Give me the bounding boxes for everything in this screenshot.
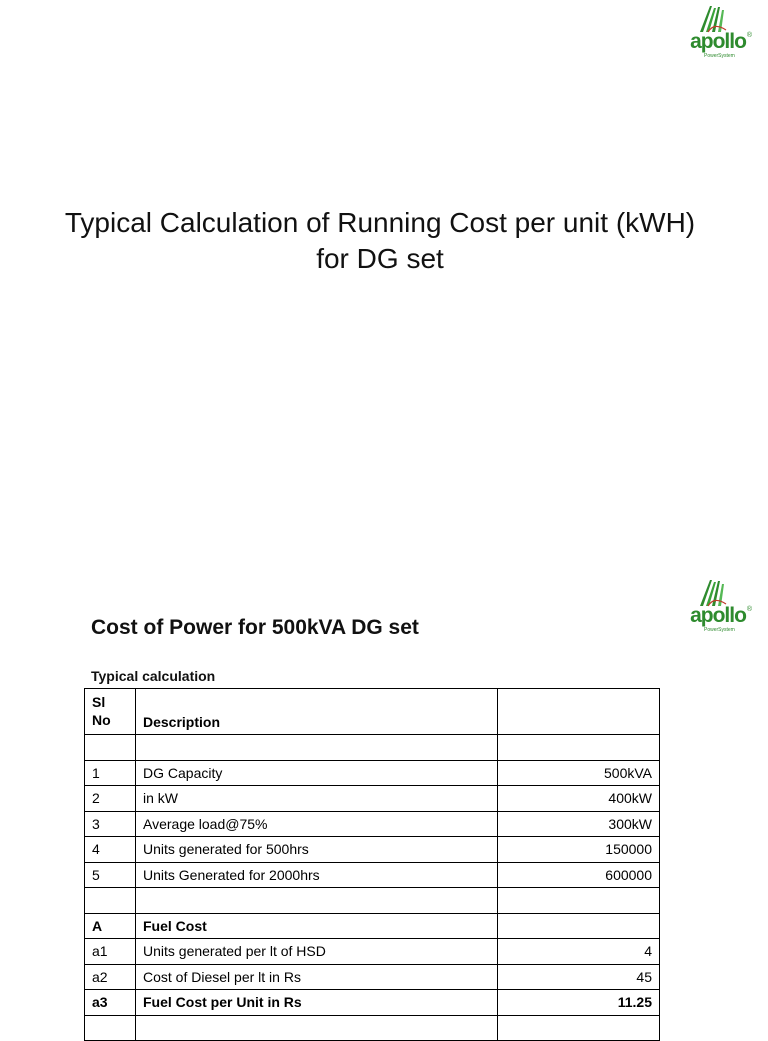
cell-description: in kW [136, 786, 498, 812]
slide-2 [0, 570, 768, 1024]
cell-sl: A [85, 913, 136, 939]
cell-value: 150000 [498, 837, 660, 863]
apollo-logo [688, 4, 752, 60]
cell-value: 400kW [498, 786, 660, 812]
logo-tagline: PowerSystem [704, 627, 735, 633]
slide-title [20, 205, 740, 277]
table-row [85, 760, 660, 786]
cell-value [498, 913, 660, 939]
table-row [85, 964, 660, 990]
cell-sl: 3 [85, 811, 136, 837]
cell-sl: 5 [85, 862, 136, 888]
cell-description [136, 1015, 498, 1041]
slide-title-line-1: Typical Calculation of Running Cost per unit (kWH) [64, 207, 696, 238]
cell-value: 300kW [498, 811, 660, 837]
header-value [498, 689, 660, 735]
cost-table [84, 688, 660, 1041]
cell-description: Fuel Cost per Unit in Rs [136, 990, 498, 1016]
logo-registered-mark: ® [746, 32, 752, 39]
cell-value: 600000 [498, 862, 660, 888]
slide-2-title: Cost of Power for 500kVA DG set [91, 616, 419, 639]
cell-description: Units generated per lt of HSD [136, 939, 498, 965]
cell-description [136, 735, 498, 761]
cell-sl: a2 [85, 964, 136, 990]
cell-description: Units Generated for 2000hrs [136, 862, 498, 888]
cell-description: Fuel Cost [136, 913, 498, 939]
cell-description: Average load@75% [136, 811, 498, 837]
cell-sl: 4 [85, 837, 136, 863]
cell-value: 500kVA [498, 760, 660, 786]
cell-sl: a1 [85, 939, 136, 965]
table-row-section [85, 913, 660, 939]
table-row [85, 862, 660, 888]
table-row [85, 1015, 660, 1041]
cell-sl [85, 1015, 136, 1041]
table-row-total [85, 990, 660, 1016]
cell-sl [85, 888, 136, 914]
cell-sl [85, 735, 136, 761]
cell-description [136, 888, 498, 914]
logo-registered-mark: ® [746, 606, 752, 613]
cell-description: Units generated for 500hrs [136, 837, 498, 863]
table-row [85, 939, 660, 965]
cell-description: DG Capacity [136, 760, 498, 786]
table-caption: Typical calculation [91, 668, 216, 684]
logo-wordmark: apollo [690, 604, 746, 627]
cell-value [498, 735, 660, 761]
header-sl-no: Sl No [85, 689, 136, 735]
table-row [85, 786, 660, 812]
logo-tagline: PowerSystem [704, 53, 735, 59]
cell-sl: 2 [85, 786, 136, 812]
table-row [85, 888, 660, 914]
header-description: Description [136, 689, 498, 735]
cell-sl: 1 [85, 760, 136, 786]
table-row [85, 837, 660, 863]
cell-description: Cost of Diesel per lt in Rs [136, 964, 498, 990]
cell-value: 11.25 [498, 990, 660, 1016]
table-row [85, 811, 660, 837]
cell-value [498, 888, 660, 914]
apollo-logo-2 [688, 578, 752, 634]
logo-wordmark: apollo [690, 30, 746, 53]
table-row [85, 735, 660, 761]
cell-value: 4 [498, 939, 660, 965]
table-header-row [85, 689, 660, 735]
cell-sl: a3 [85, 990, 136, 1016]
cell-value: 45 [498, 964, 660, 990]
slide-title-line-2: for DG set [316, 243, 444, 274]
cell-value [498, 1015, 660, 1041]
